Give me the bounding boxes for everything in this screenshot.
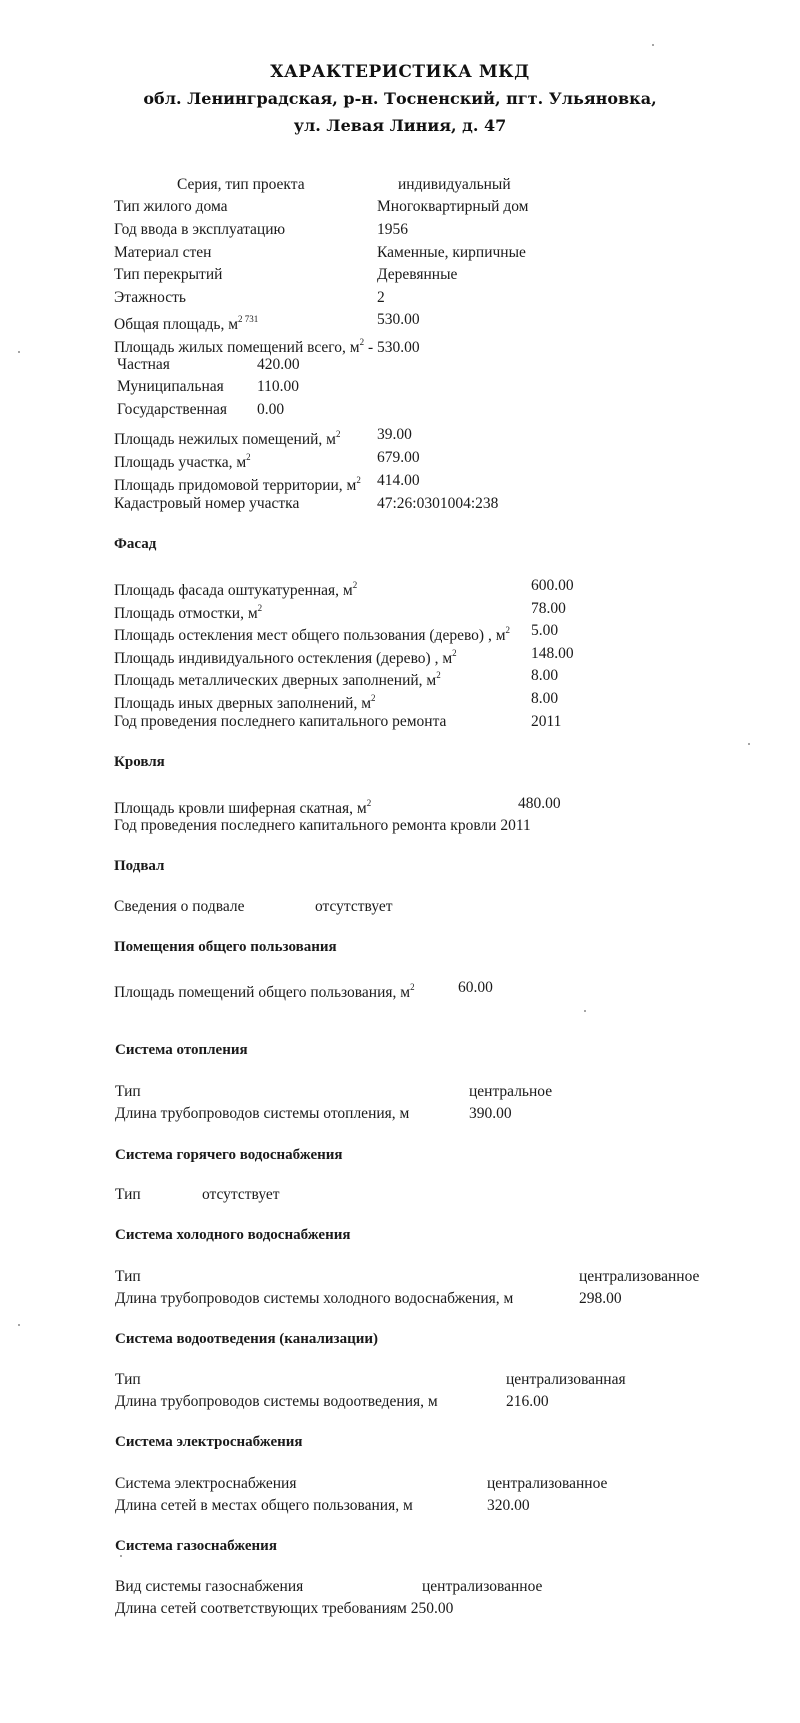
floors-type-value: Деревянные	[377, 266, 458, 283]
roof-area-value: 480.00	[518, 795, 561, 812]
other-doors-label: Площадь иных дверных заполнений, $м^2$	[114, 693, 376, 713]
hot-water-type-value: отсутствует	[202, 1186, 280, 1203]
total-area-label: Общая площадь, $м^{2 731}$	[114, 314, 259, 334]
scan-speck	[748, 743, 750, 745]
roof-heading: Кровля	[114, 754, 165, 770]
sewer-length-label: Длина трубопроводов системы водоотведения, м	[115, 1393, 438, 1410]
scan-speck	[18, 1324, 20, 1326]
total-area-value: 530.00	[377, 311, 420, 328]
facade-plaster-label: Площадь фасада оштукатуренная, $м^2$	[114, 580, 358, 600]
walls-label: Материал стен	[114, 244, 212, 261]
scan-speck	[18, 351, 20, 353]
roof-area-label: Площадь кровли шиферная скатная, $м^2$	[114, 798, 372, 818]
electric-type-value: централизованное	[487, 1475, 608, 1492]
sewer-length-value: 216.00	[506, 1393, 549, 1410]
adjacent-value: 414.00	[377, 472, 420, 489]
state-value: 0.00	[257, 401, 285, 418]
gas-length-row: Длина сетей соответствующих требованиям 250.00	[115, 1600, 454, 1617]
plot-label: Площадь участка, $м^2$	[114, 452, 251, 472]
living-area-row: Площадь жилых помещений всего, $м^2 - 530.00$	[114, 337, 420, 357]
nonres-label: Площадь нежилых помещений, $м^2$	[114, 429, 341, 449]
cold-water-heading: Система холодного водоснабжения	[115, 1227, 351, 1243]
storeys-label: Этажность	[114, 289, 186, 306]
electric-heading: Система электроснабжения	[115, 1434, 303, 1450]
private-label: Частная	[117, 356, 170, 373]
scan-speck	[120, 1555, 122, 1557]
scan-speck	[584, 1010, 586, 1012]
municipal-label: Муниципальная	[117, 378, 224, 395]
blind-area-value: 78.00	[531, 600, 566, 617]
hot-water-type-label: Тип	[115, 1186, 141, 1203]
common-premises-area-label: Площадь помещений общего пользования, $м^2$	[114, 982, 415, 1002]
facade-repair-label: Год проведения последнего капитального ремонта	[114, 713, 447, 730]
blind-area-label: Площадь отмостки, $м^2$	[114, 603, 263, 623]
glazing-common-value: 5.00	[531, 622, 559, 639]
metal-doors-label: Площадь металлических дверных заполнений, $м^2$	[114, 670, 441, 690]
facade-plaster-value: 600.00	[531, 577, 574, 594]
gas-type-label: Вид системы газоснабжения	[115, 1578, 304, 1595]
heating-length-value: 390.00	[469, 1105, 512, 1122]
facade-heading: Фасад	[114, 536, 157, 552]
electric-type-label: Система электроснабжения	[115, 1475, 297, 1492]
walls-value: Каменные, кирпичные	[377, 244, 526, 261]
glazing-individual-label: Площадь индивидуального остекления (дерево) , $м^2$	[114, 648, 457, 668]
common-premises-area-value: 60.00	[458, 979, 493, 996]
house-type-value: Многоквартирный дом	[377, 198, 529, 215]
cold-water-length-value: 298.00	[579, 1290, 622, 1307]
nonres-value: 39.00	[377, 426, 412, 443]
sewer-heading: Система водоотведения (канализации)	[115, 1331, 378, 1347]
sewer-type-label: Тип	[115, 1371, 141, 1388]
plot-value: 679.00	[377, 449, 420, 466]
document-title: ХАРАКТЕРИСТИКА МКД	[270, 62, 530, 82]
heating-length-label: Длина трубопроводов системы отопления, м	[115, 1105, 410, 1122]
adjacent-label: Площадь придомовой территории, $м^2$	[114, 475, 361, 495]
scan-speck	[652, 44, 654, 46]
address-line-1: обл. Ленинградская, р-н. Тосненский, пгт. Ульяновка,	[143, 89, 657, 108]
metal-doors-value: 8.00	[531, 667, 559, 684]
common-premises-heading: Помещения общего пользования	[114, 939, 337, 955]
hot-water-heading: Система горячего водоснабжения	[115, 1147, 343, 1163]
cold-water-type-value: централизованное	[579, 1268, 700, 1285]
glazing-individual-value: 148.00	[531, 645, 574, 662]
year-label: Год ввода в эксплуатацию	[114, 221, 286, 238]
basement-info-label: Сведения о подвале	[114, 898, 245, 915]
electric-length-value: 320.00	[487, 1497, 530, 1514]
year-value: 1956	[377, 221, 408, 238]
municipal-value: 110.00	[257, 378, 300, 395]
facade-repair-value: 2011	[531, 713, 562, 730]
series-value: индивидуальный	[398, 176, 511, 193]
address-line-2: ул. Левая Линия, д. 47	[293, 116, 507, 135]
storeys-value: 2	[377, 289, 385, 306]
basement-info-value: отсутствует	[315, 898, 393, 915]
cadastral-value: 47:26:0301004:238	[377, 495, 499, 512]
sewer-type-value: централизованная	[506, 1371, 626, 1388]
other-doors-value: 8.00	[531, 690, 559, 707]
heating-heading: Система отопления	[115, 1042, 248, 1058]
cold-water-length-label: Длина трубопроводов системы холодного водоснабжения, м	[115, 1290, 514, 1307]
cold-water-type-label: Тип	[115, 1268, 141, 1285]
gas-heading: Система газоснабжения	[115, 1538, 277, 1554]
glazing-common-label: Площадь остекления мест общего пользования (дерево) , $м^2$	[114, 625, 511, 645]
cadastral-label: Кадастровый номер участка	[114, 495, 300, 512]
floors-type-label: Тип перекрытий	[114, 266, 223, 283]
gas-type-value: централизованное	[422, 1578, 543, 1595]
house-type-label: Тип жилого дома	[114, 198, 228, 215]
heating-type-value: центральное	[469, 1083, 553, 1100]
series-label: Серия, тип проекта	[177, 176, 305, 193]
basement-heading: Подвал	[114, 858, 165, 874]
private-value: 420.00	[257, 356, 300, 373]
heating-type-label: Тип	[115, 1083, 141, 1100]
roof-repair-row: Год проведения последнего капитального ремонта кровли 2011	[114, 817, 531, 834]
state-label: Государственная	[117, 401, 228, 418]
electric-length-label: Длина сетей в местах общего пользования, м	[115, 1497, 413, 1514]
